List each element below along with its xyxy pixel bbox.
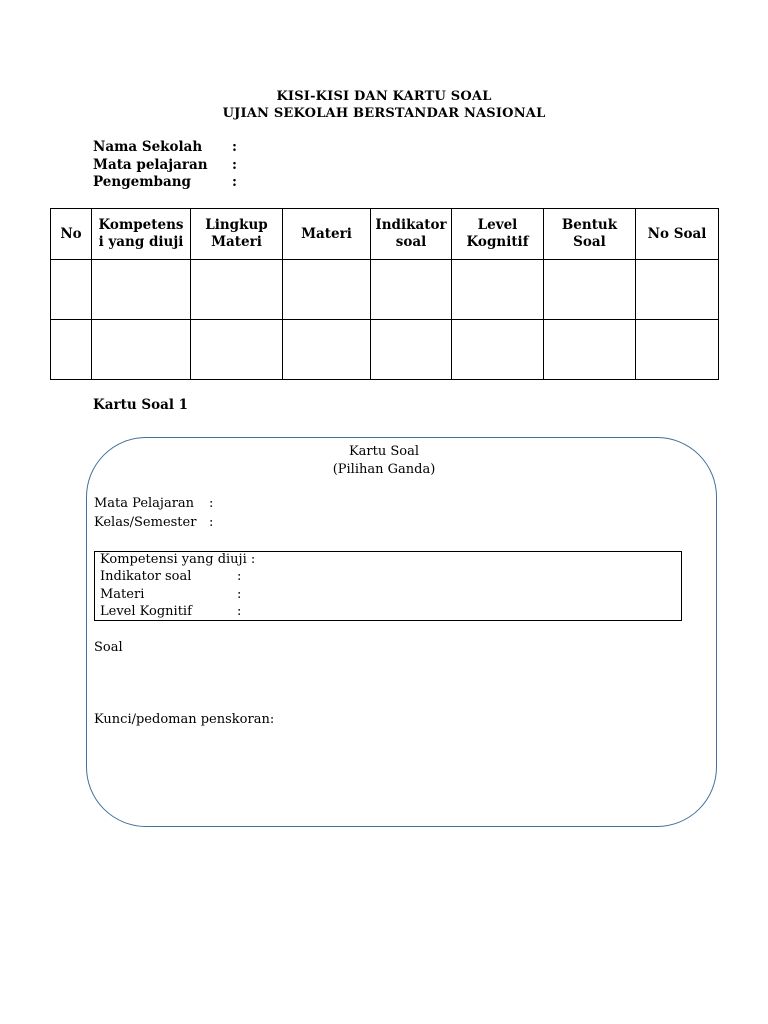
header-materi: Materi <box>283 209 371 260</box>
doc-title: KISI-KISI DAN KARTU SOAL <box>276 89 492 104</box>
table-cell <box>544 320 636 380</box>
info-colon: : <box>232 157 237 173</box>
table-row <box>51 320 719 380</box>
box-field-colon: : <box>237 604 242 619</box>
table-cell <box>544 260 636 320</box>
header-lingkup-materi: Lingkup Materi <box>191 209 283 260</box>
box-field-kompetensi <box>100 552 255 567</box>
box-field-label: Level Kognitif <box>100 604 192 619</box>
box-field-label: Kompetensi yang diuji : <box>100 552 256 567</box>
box-field-colon: : <box>237 587 242 602</box>
header-bentuk-soal: Bentuk Soal <box>544 209 636 260</box>
table-cell <box>51 320 92 380</box>
box-field-label: Materi <box>100 587 145 602</box>
header-kompetensi: Kompetens i yang diuji <box>92 209 191 260</box>
table-cell <box>636 320 719 380</box>
card-field-label: Kelas/Semester <box>94 515 197 530</box>
card-field-kelas-semester <box>94 515 214 530</box>
card-subtitle: (Pilihan Ganda) <box>332 462 436 477</box>
doc-subtitle: UJIAN SEKOLAH BERSTANDAR NASIONAL <box>222 106 546 121</box>
box-field-indikator <box>100 569 242 584</box>
box-field-materi <box>100 587 242 602</box>
box-field-colon: : <box>237 569 242 584</box>
table-header-row <box>51 209 719 260</box>
card-field-label: Mata Pelajaran <box>94 496 195 511</box>
table-cell <box>283 260 371 320</box>
table-cell <box>371 320 452 380</box>
kisi-kisi-table <box>50 208 719 380</box>
info-colon: : <box>232 174 237 190</box>
card-field-colon: : <box>209 515 214 530</box>
header-no: No <box>51 209 92 260</box>
info-label: Pengembang <box>93 174 191 190</box>
card-field-colon: : <box>209 496 214 511</box>
table-cell <box>191 260 283 320</box>
box-field-level-kognitif <box>100 604 242 619</box>
table-cell <box>452 320 544 380</box>
kartu-soal-heading: Kartu Soal 1 <box>93 397 189 413</box>
table-cell <box>636 260 719 320</box>
header-no-soal: No Soal <box>636 209 719 260</box>
card-field-mata-pelajaran <box>94 496 214 511</box>
table-cell <box>191 320 283 380</box>
card-title: Kartu Soal <box>348 444 420 459</box>
table-cell <box>92 320 191 380</box>
table-cell <box>371 260 452 320</box>
info-label: Mata pelajaran <box>93 157 208 173</box>
info-colon: : <box>232 139 237 155</box>
table-cell <box>51 260 92 320</box>
kunci-label: Kunci/pedoman penskoran: <box>94 712 275 727</box>
table-cell <box>452 260 544 320</box>
table-cell <box>92 260 191 320</box>
soal-label: Soal <box>94 640 123 655</box>
header-indikator-soal: Indikator soal <box>371 209 452 260</box>
info-label: Nama Sekolah <box>93 139 203 155</box>
table-cell <box>283 320 371 380</box>
table-row <box>51 260 719 320</box>
header-level-kognitif: Level Kognitif <box>452 209 544 260</box>
box-field-label: Indikator soal <box>100 569 192 584</box>
